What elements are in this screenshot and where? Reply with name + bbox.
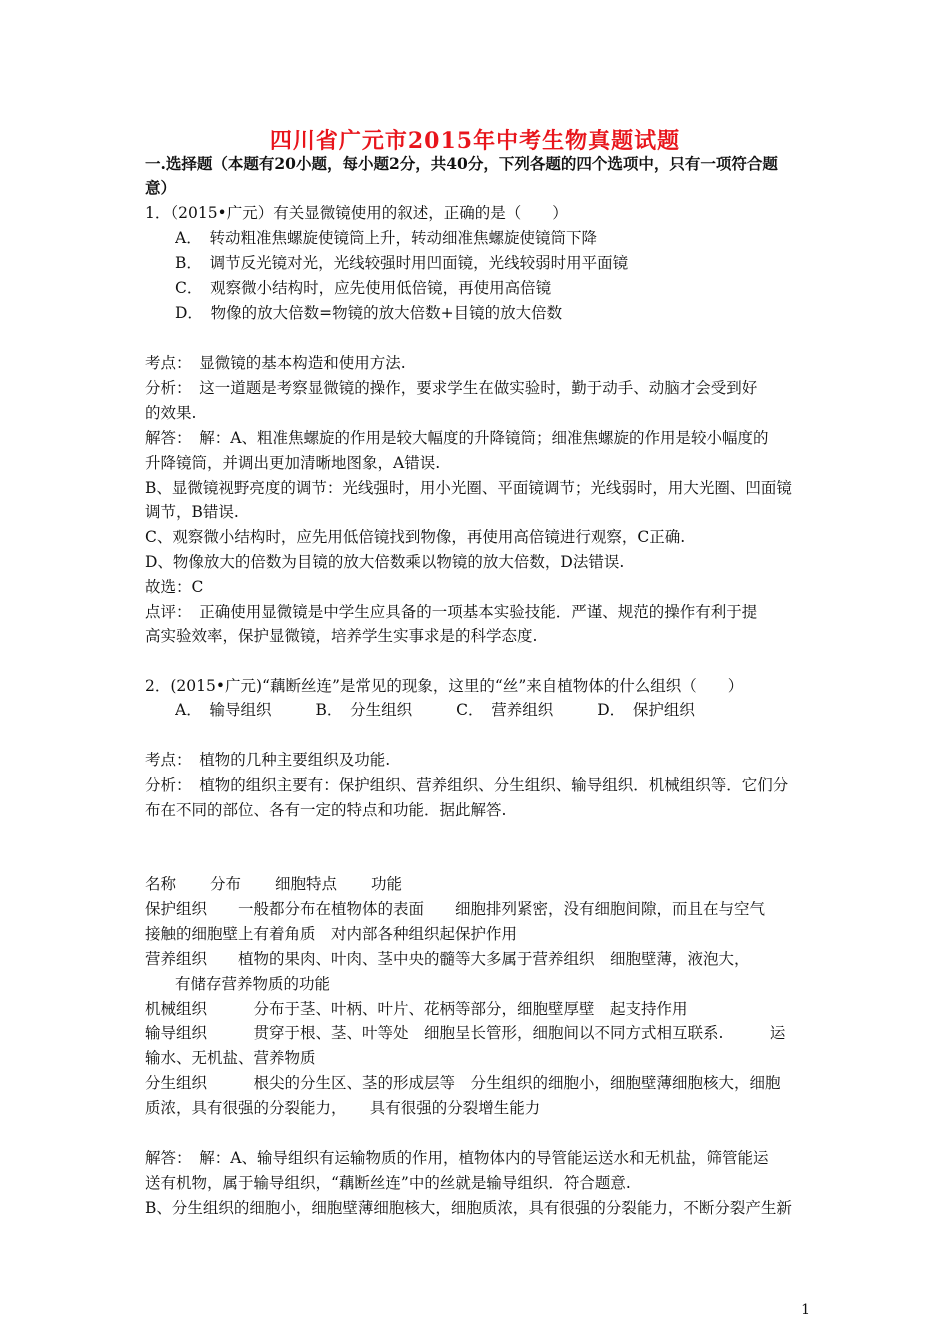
q2-fenxi-cont: 布在不同的部位、各有一定的特点和功能．据此解答. [145,801,507,819]
q1-fenxi-cont: 的效果. [145,404,197,422]
table-line: 保护组织 一般都分布在植物体的表面 细胞排列紧密，没有细胞间隙，而且在与空气 [145,900,766,918]
q2-fenxi: 分析： 植物的组织主要有：保护组织、营养组织、分生组织、输导组织．机械组织等．它们分 [145,776,789,794]
q2-jieda: 解答： 解：A、输导组织有运输物质的作用，植物体内的导管能运送水和无机盐，筛管能运 [145,1149,769,1167]
table-line: 输导组织 贯穿于根、茎、叶等处 细胞呈长管形，细胞间以不同方式相互联系. 运 [145,1024,786,1042]
table-header-distribution: 分布 [210,875,242,893]
q1-jieda-cont: 升降镜筒，并调出更加清晰地图象，A错误. [145,454,441,472]
q1-option-c: C． 观察微小结构时，应先使用低倍镜，再使用高倍镜 [175,279,552,297]
q2-option-d: D． 保护组织 [597,701,695,719]
table-header-function: 功能 [371,875,403,893]
q2-options [175,698,845,722]
table-line: 有储存营养物质的功能 [175,975,331,993]
q1-jieda-d: D、物像放大的倍数为目镜的放大倍数乘以物镜的放大倍数，D法错误. [145,553,625,571]
q1-fenxi: 分析： 这一道题是考察显微镜的操作，要求学生在做实验时，勤于动手、动脑才会受到好 [145,379,758,397]
table-line: 质浓，具有很强的分裂能力， 具有很强的分裂增生能力 [145,1099,541,1117]
q1-jieda-c: C、观察微小结构时，应先用低倍镜找到物像，再使用高倍镜进行观察，C正确. [145,528,686,546]
q2-stem: 2．(2015•广元)“藕断丝连”是常见的现象，这里的“丝”来自植物体的什么组织（ ） [145,677,744,695]
q1-option-b: B． 调节反光镜对光，光线较强时用凹面镜，光线较弱时用平面镜 [175,254,629,272]
q2-jieda-b: B、分生组织的细胞小，细胞壁薄细胞核大，细胞质浓，具有很强的分裂能力，不断分裂产生新 [145,1199,792,1217]
q1-answer: 故选：C [145,578,204,596]
q1-jieda-b: B、显微镜视野亮度的调节：光线强时，用小光圈、平面镜调节；光线弱时，用大光圈、凹面镜 [145,479,792,497]
page-number: 1 [801,1302,810,1318]
q1-jieda: 解答： 解：A、粗准焦螺旋的作用是较大幅度的升降镜筒；细准焦螺旋的作用是较小幅度的 [145,429,769,447]
q1-jieda-b-cont: 调节，B错误. [145,503,239,521]
section-heading-cont: 意） [145,178,177,197]
table-header-name: 名称 [145,875,177,893]
page-title: 四川省广元市2015年中考生物真题试题 [269,128,681,154]
q1-dianping-cont: 高实验效率，保护显微镜，培养学生实事求是的科学态度. [145,627,538,645]
table-line: 机械组织 分布于茎、叶柄、叶片、花柄等部分，细胞壁厚壁 起支持作用 [145,1000,688,1018]
table-header-cell-features: 细胞特点 [275,875,338,893]
table-line: 接触的细胞壁上有着角质 对内部各种组织起保护作用 [145,925,518,943]
q2-option-b: B． 分生组织 [315,701,413,719]
q1-option-a: A． 转动粗准焦螺旋使镜筒上升，转动细准焦螺旋使镜筒下降 [175,229,597,247]
table-line: 输水、无机盐、营养物质 [145,1049,316,1067]
q1-stem: 1．（2015•广元）有关显微镜使用的叙述，正确的是（ ） [145,204,568,222]
tissue-table-header [145,872,815,896]
table-line: 营养组织 植物的果肉、叶肉、茎中央的髓等大多属于营养组织 细胞壁薄，液泡大， [145,950,750,968]
q2-option-a: A． 输导组织 [175,701,272,719]
section-heading: 一.选择题（本题有20小题，每小题2分，共40分，下列各题的四个选项中，只有一项符合题 [145,154,778,173]
q1-kaodian: 考点： 显微镜的基本构造和使用方法. [145,354,406,372]
q2-jieda-cont: 送有机物，属于输导组织，“藕断丝连”中的丝就是输导组织．符合题意. [145,1174,631,1192]
q1-option-d: D． 物像的放大倍数=物镜的放大倍数+目镜的放大倍数 [175,304,563,322]
q2-kaodian: 考点： 植物的几种主要组织及功能. [145,751,391,769]
table-line: 分生组织 根尖的分生区、茎的形成层等 分生组织的细胞小，细胞壁薄细胞核大，细胞 [145,1074,781,1092]
q2-option-c: C． 营养组织 [456,701,554,719]
q1-dianping: 点评： 正确使用显微镜是中学生应具备的一项基本实验技能．严谨、规范的操作有利于提 [145,603,758,621]
